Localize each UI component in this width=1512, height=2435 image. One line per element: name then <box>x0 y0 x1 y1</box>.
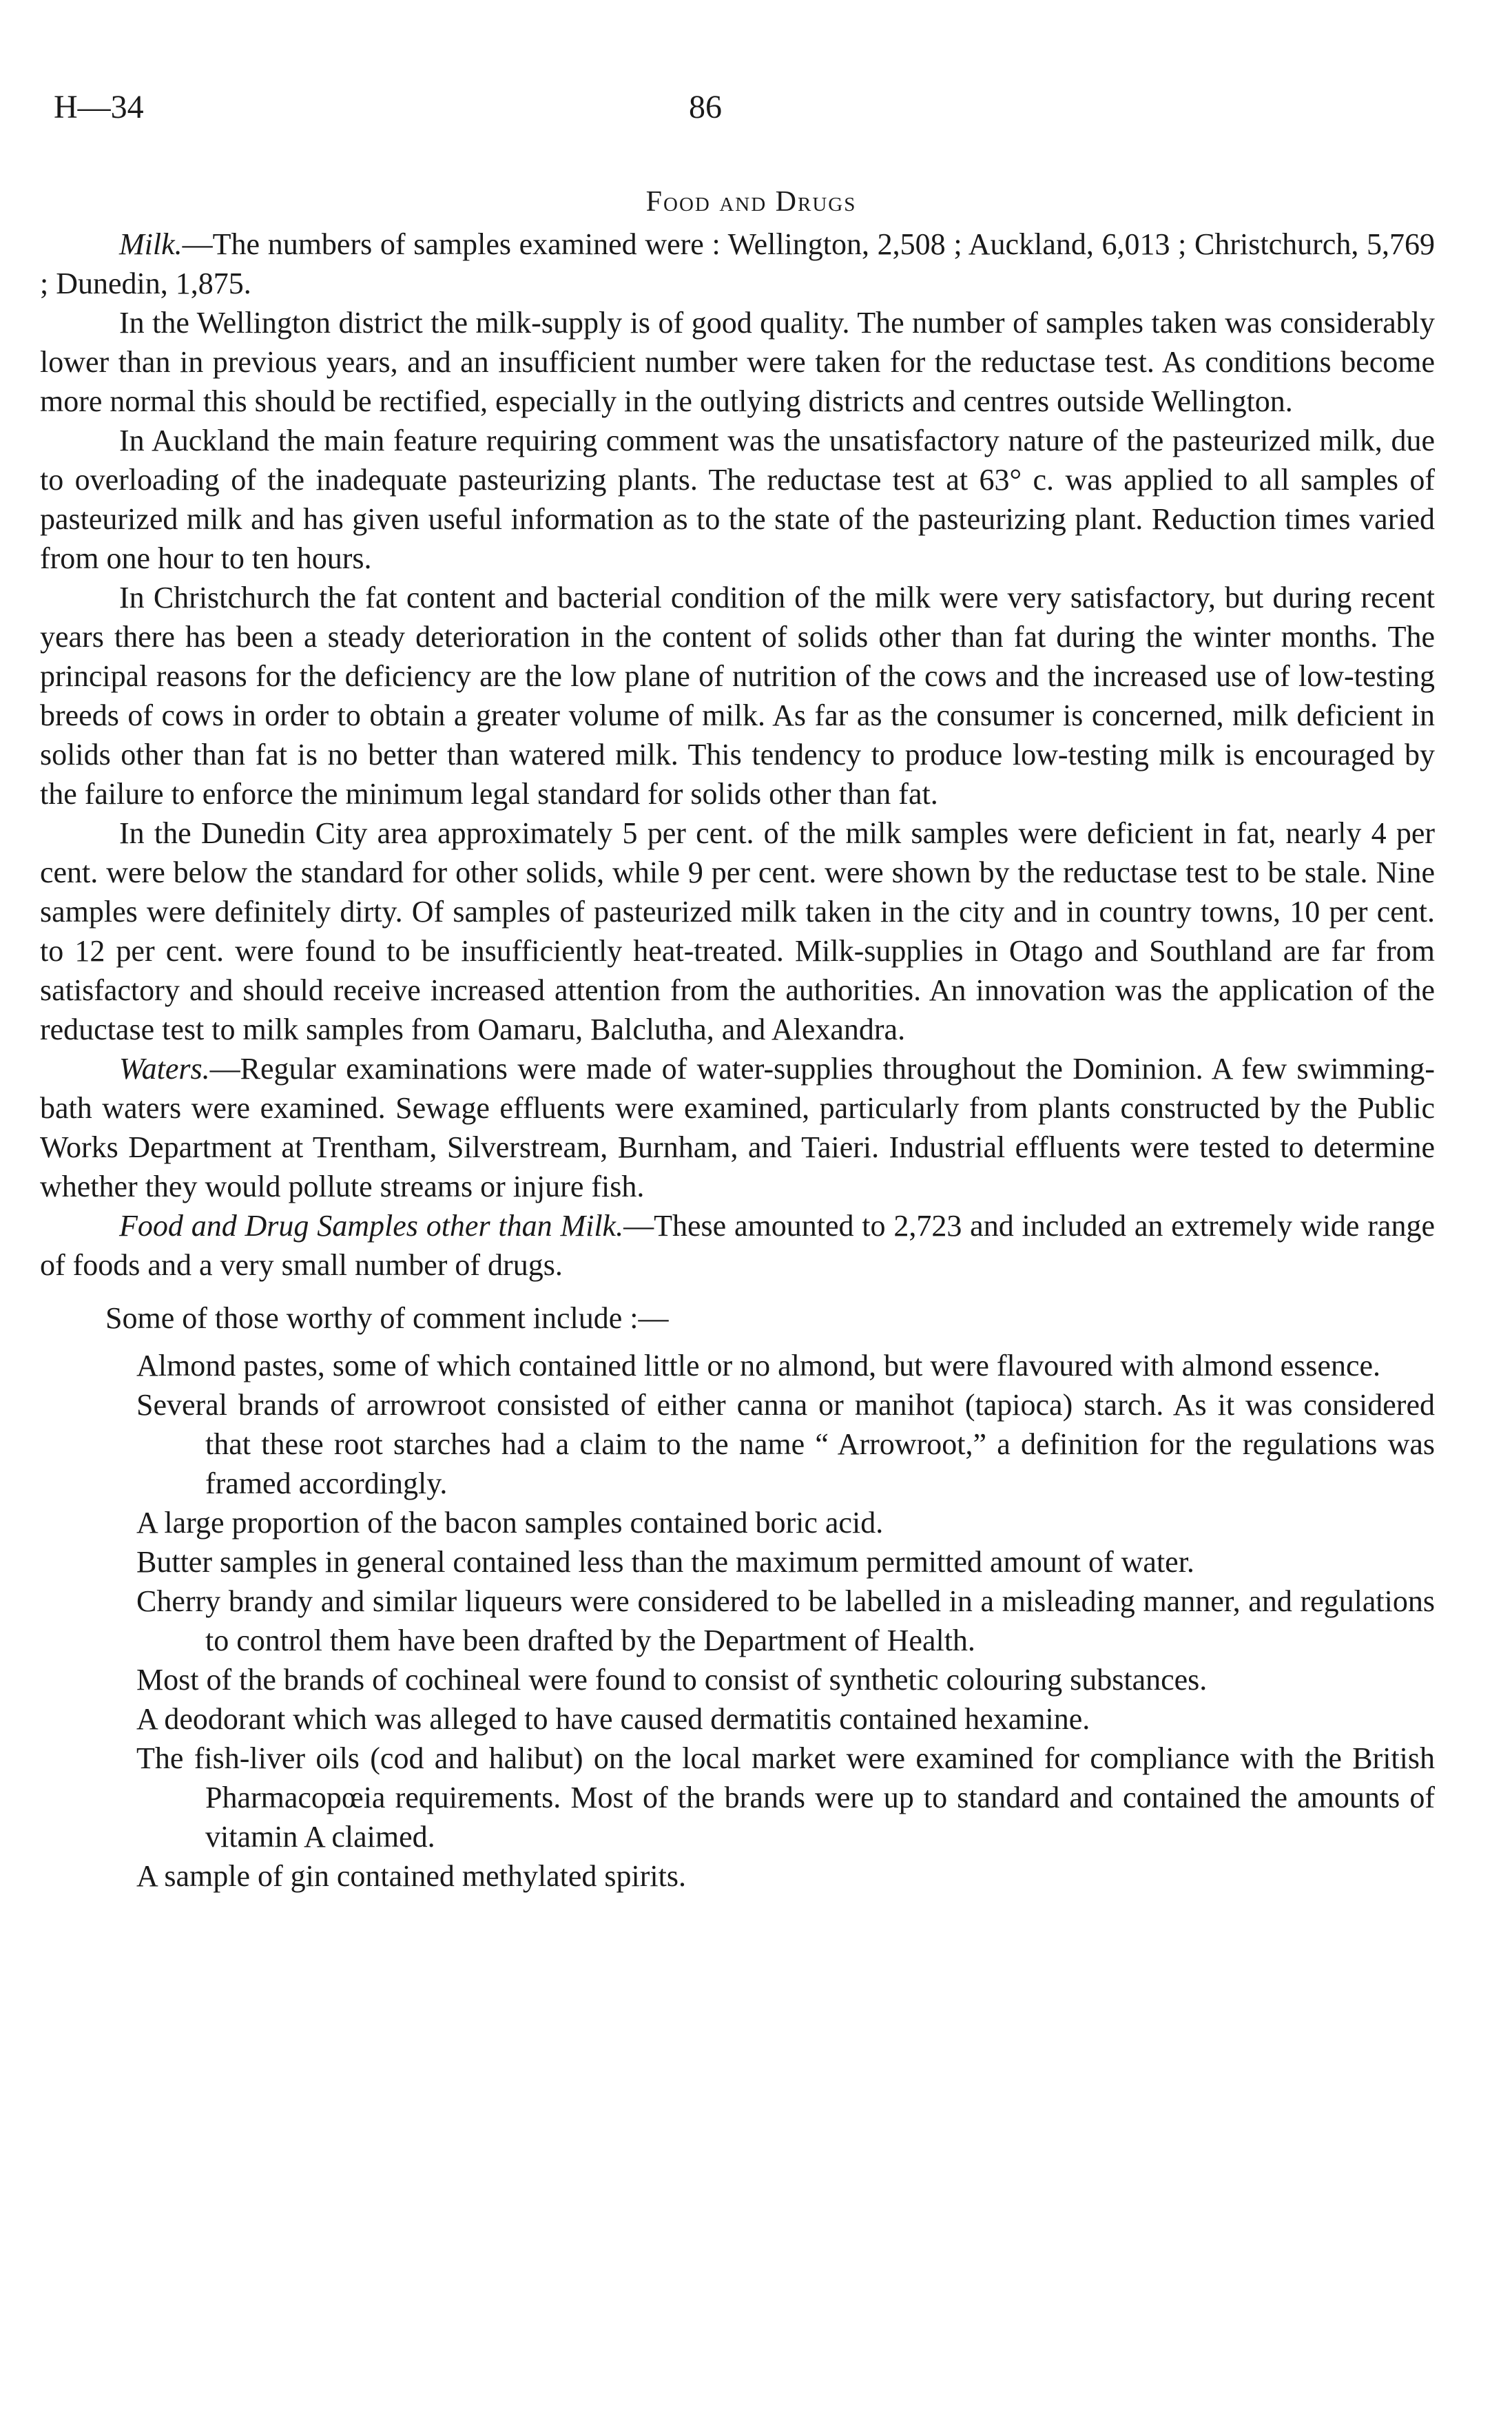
page-header <box>48 88 1464 136</box>
list-item: A sample of gin contained methylated spirits. <box>136 1859 686 1893</box>
list-item: A large proportion of the bacon samples contained boric acid. <box>136 1506 884 1540</box>
section-title: Food and Drugs <box>645 186 857 218</box>
paragraph-waters <box>40 1049 1435 1206</box>
list-item: Several brands of arrowroot consisted of either canna or manihot (tapioca) starch. As it was considered that these root starches had a claim to the name “ Arrowroot,” a definition for the regulations was framed accordingly. <box>136 1388 1435 1500</box>
paragraph-christchurch: In Christchurch the fat content and bacterial condition of the milk were very satisfactory, but during recent years there has been a steady deterioration in the content of solids other than fat during the winter months. The principal reasons for the deficiency are the low plane of nutrition of the cows and the increased use of low-testing breeds of cows in order to obtain a greater volume of milk. As far as the consumer is concerned, milk deficient in solids other than fat is no better than watered milk. This tendency to produce low-testing milk is encouraged by the failure to enforce the minimum legal standard for solids other than fat. <box>40 581 1435 811</box>
list-item: A deodorant which was alleged to have caused dermatitis contained hexamine. <box>136 1702 1090 1736</box>
paragraph-milk <box>40 225 1435 303</box>
page-number: 86 <box>689 89 722 125</box>
paragraph-wellington: In the Wellington district the milk-supply is of good quality. The number of samples taken was considerably lower than in previous years, and an insufficient number were taken for the reductase test. As conditions become more normal this should be rectified, especially in the outlying districts and centres outside Wellington. <box>40 306 1435 418</box>
report-reference: H—34 <box>54 89 144 125</box>
list-item: Almond pastes, some of which contained little or no almond, but were flavoured with almond essence. <box>136 1349 1380 1382</box>
list-item: The fish-liver oils (cod and halibut) on the local market were examined for compliance with the British Pharmacopœia requirements. Most of the brands were up to standard and contained the amounts of vitamin A claimed. <box>136 1741 1435 1854</box>
list-item: Butter samples in general contained less than the maximum permitted amount of water. <box>136 1545 1194 1579</box>
paragraph-dunedin: In the Dunedin City area approximately 5 per cent. of the milk samples were deficient in fat, nearly 4 per cent. were below the standard for other solids, while 9 per cent. were shown by the reductase test to be stale. Nine samples were definitely dirty. Of samples of pasteurized milk taken in the city and in country towns, 10 per cent. to 12 per cent. were found to be insufficiently heat-treated. Milk-supplies in Otago and Southland are far from satisfactory and should receive increased attention from the authorities. An innovation was the application of the reductase test to milk samples from Oamaru, Balclutha, and Alexandra. <box>40 816 1435 1046</box>
paragraph-food-drug <box>40 1206 1435 1285</box>
paragraph-lead: Waters. <box>119 1052 210 1086</box>
page-body <box>40 183 1435 1896</box>
list-item: Most of the brands of cochineal were found to consist of synthetic colouring substances. <box>136 1663 1208 1697</box>
paragraph-intro: Some of those worthy of comment include :— <box>105 1301 669 1335</box>
paragraph-lead: Milk. <box>119 227 183 261</box>
comment-list <box>40 1346 1435 1896</box>
paragraph-text: —The numbers of samples examined were : Wellington, 2,508 ; Auckland, 6,013 ; Christchurch, 5,769 ; Dunedin, 1,875. <box>40 227 1435 300</box>
paragraph-auckland: In Auckland the main feature requiring comment was the unsatisfactory nature of the pasteurized milk, due to overloading of the inadequate pasteurizing plants. The reductase test at 63° c. was applied to all samples of pasteurized milk and has given useful information as to the state of the pasteurizing plant. Reduction times varied from one hour to ten hours. <box>40 424 1435 575</box>
paragraph-text: —These amounted to 2,723 and included an extremely wide range of foods and a very small number of drugs. <box>40 1209 1435 1282</box>
paragraph-lead: Food and Drug Samples other than Milk. <box>119 1209 624 1243</box>
paragraph-text: —Regular examinations were made of water-supplies throughout the Dominion. A few swimming-bath waters were examined. Sewage effluents were examined, particularly from plants constructed by the Public Works Department at Trentham, Silverstream, Burnham, and Taieri. Industrial effluents were tested to determine whether they would pollute streams or injure fish. <box>40 1052 1435 1203</box>
list-item: Cherry brandy and similar liqueurs were considered to be labelled in a misleading manner, and regulations to control them have been drafted by the Department of Health. <box>136 1584 1435 1657</box>
